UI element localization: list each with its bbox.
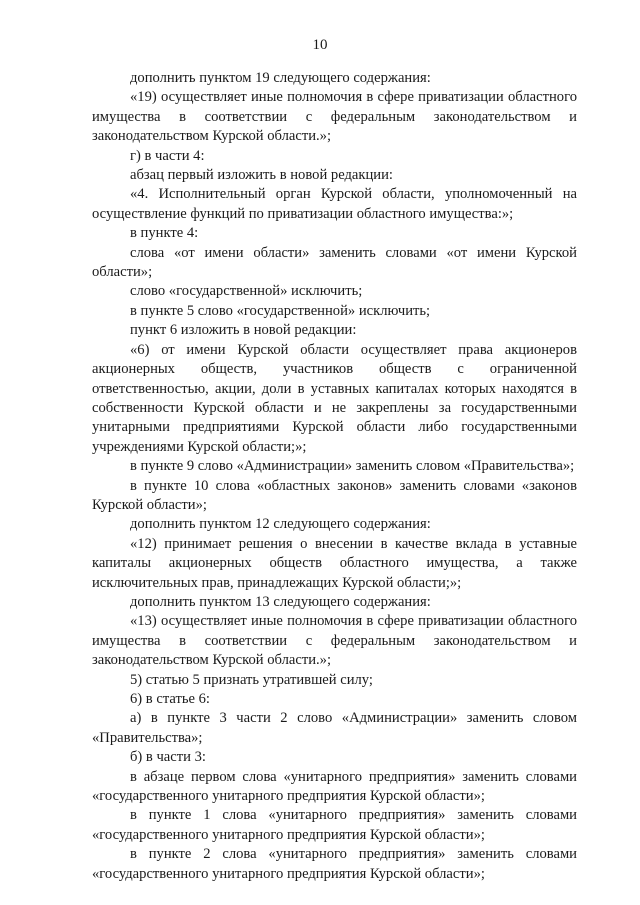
paragraph: слово «государственной» исключить; bbox=[130, 283, 363, 300]
paragraph: б) в части 3: bbox=[130, 749, 206, 766]
paragraph: в абзаце первом слова «унитарного предприятия» заменить словами «государственного унитарного предприятия Курской области»; bbox=[92, 768, 577, 805]
paragraph: дополнить пунктом 19 следующего содержания: bbox=[130, 70, 431, 86]
paragraph: в пункте 9 слово «Администрации» заменить словом «Правительства»; bbox=[130, 458, 575, 475]
paragraph: в пункте 10 слова «областных законов» заменить словами «законов Курской области»; bbox=[92, 477, 577, 513]
paragraph: «4. Исполнительный орган Курской области, уполномоченный на осуществление функций по приватизации областного имущества:»; bbox=[92, 186, 577, 222]
paragraph: «19) осуществляет иные полномочия в сфере приватизации областного имущества в соответствии с федеральным законодательством и законодательством Курской области.»; bbox=[92, 89, 577, 145]
paragraph: 6) в статье 6: bbox=[130, 691, 210, 707]
paragraph: пункт 6 изложить в новой редакции: bbox=[130, 322, 357, 339]
paragraph: в пункте 4: bbox=[130, 225, 199, 242]
page-number: 10 bbox=[312, 37, 328, 53]
paragraph: а) в пункте 3 части 2 слово «Администрации» заменить словом «Правительства»; bbox=[92, 710, 577, 746]
paragraph: 5) статью 5 признать утратившей силу; bbox=[130, 671, 373, 688]
paragraph: в пункте 5 слово «государственной» исключить; bbox=[130, 302, 431, 319]
paragraph: дополнить пунктом 13 следующего содержания: bbox=[130, 593, 431, 610]
paragraph: слова «от имени области» заменить словами «от имени Курской области»; bbox=[92, 244, 577, 281]
paragraph: дополнить пунктом 12 следующего содержания: bbox=[130, 516, 431, 533]
paragraph: «13) осуществляет иные полномочия в сфере приватизации областного имущества в соответствии с федеральным законодательством и законодательством Курской области.»; bbox=[92, 613, 577, 669]
paragraph: г) в части 4: bbox=[130, 147, 205, 164]
paragraph: в пункте 1 слова «унитарного предприятия» заменить словами «государственного унитарного предприятия Курской области»; bbox=[92, 807, 577, 843]
paragraph: «6) от имени Курской области осуществляет права акционеров акционерных обществ, участников обществ с ограниченной ответственностью, акции, доли в уставных капиталах которых находятся в собственности Курской области и не закреплены за государственными унитарными предприятиями Курской области либо государственными учреждениями Курской области;»; bbox=[92, 341, 577, 455]
document-body bbox=[92, 69, 577, 884]
paragraph: «12) принимает решения о внесении в качестве вклада в уставные капиталы акционерных обществ областного имущества, а также исключительных прав, принадлежащих Курской области;»; bbox=[92, 535, 577, 591]
paragraph: абзац первый изложить в новой редакции: bbox=[130, 167, 393, 184]
paragraph: в пункте 2 слова «унитарного предприятия» заменить словами «государственного унитарного предприятия Курской области»; bbox=[92, 846, 577, 882]
